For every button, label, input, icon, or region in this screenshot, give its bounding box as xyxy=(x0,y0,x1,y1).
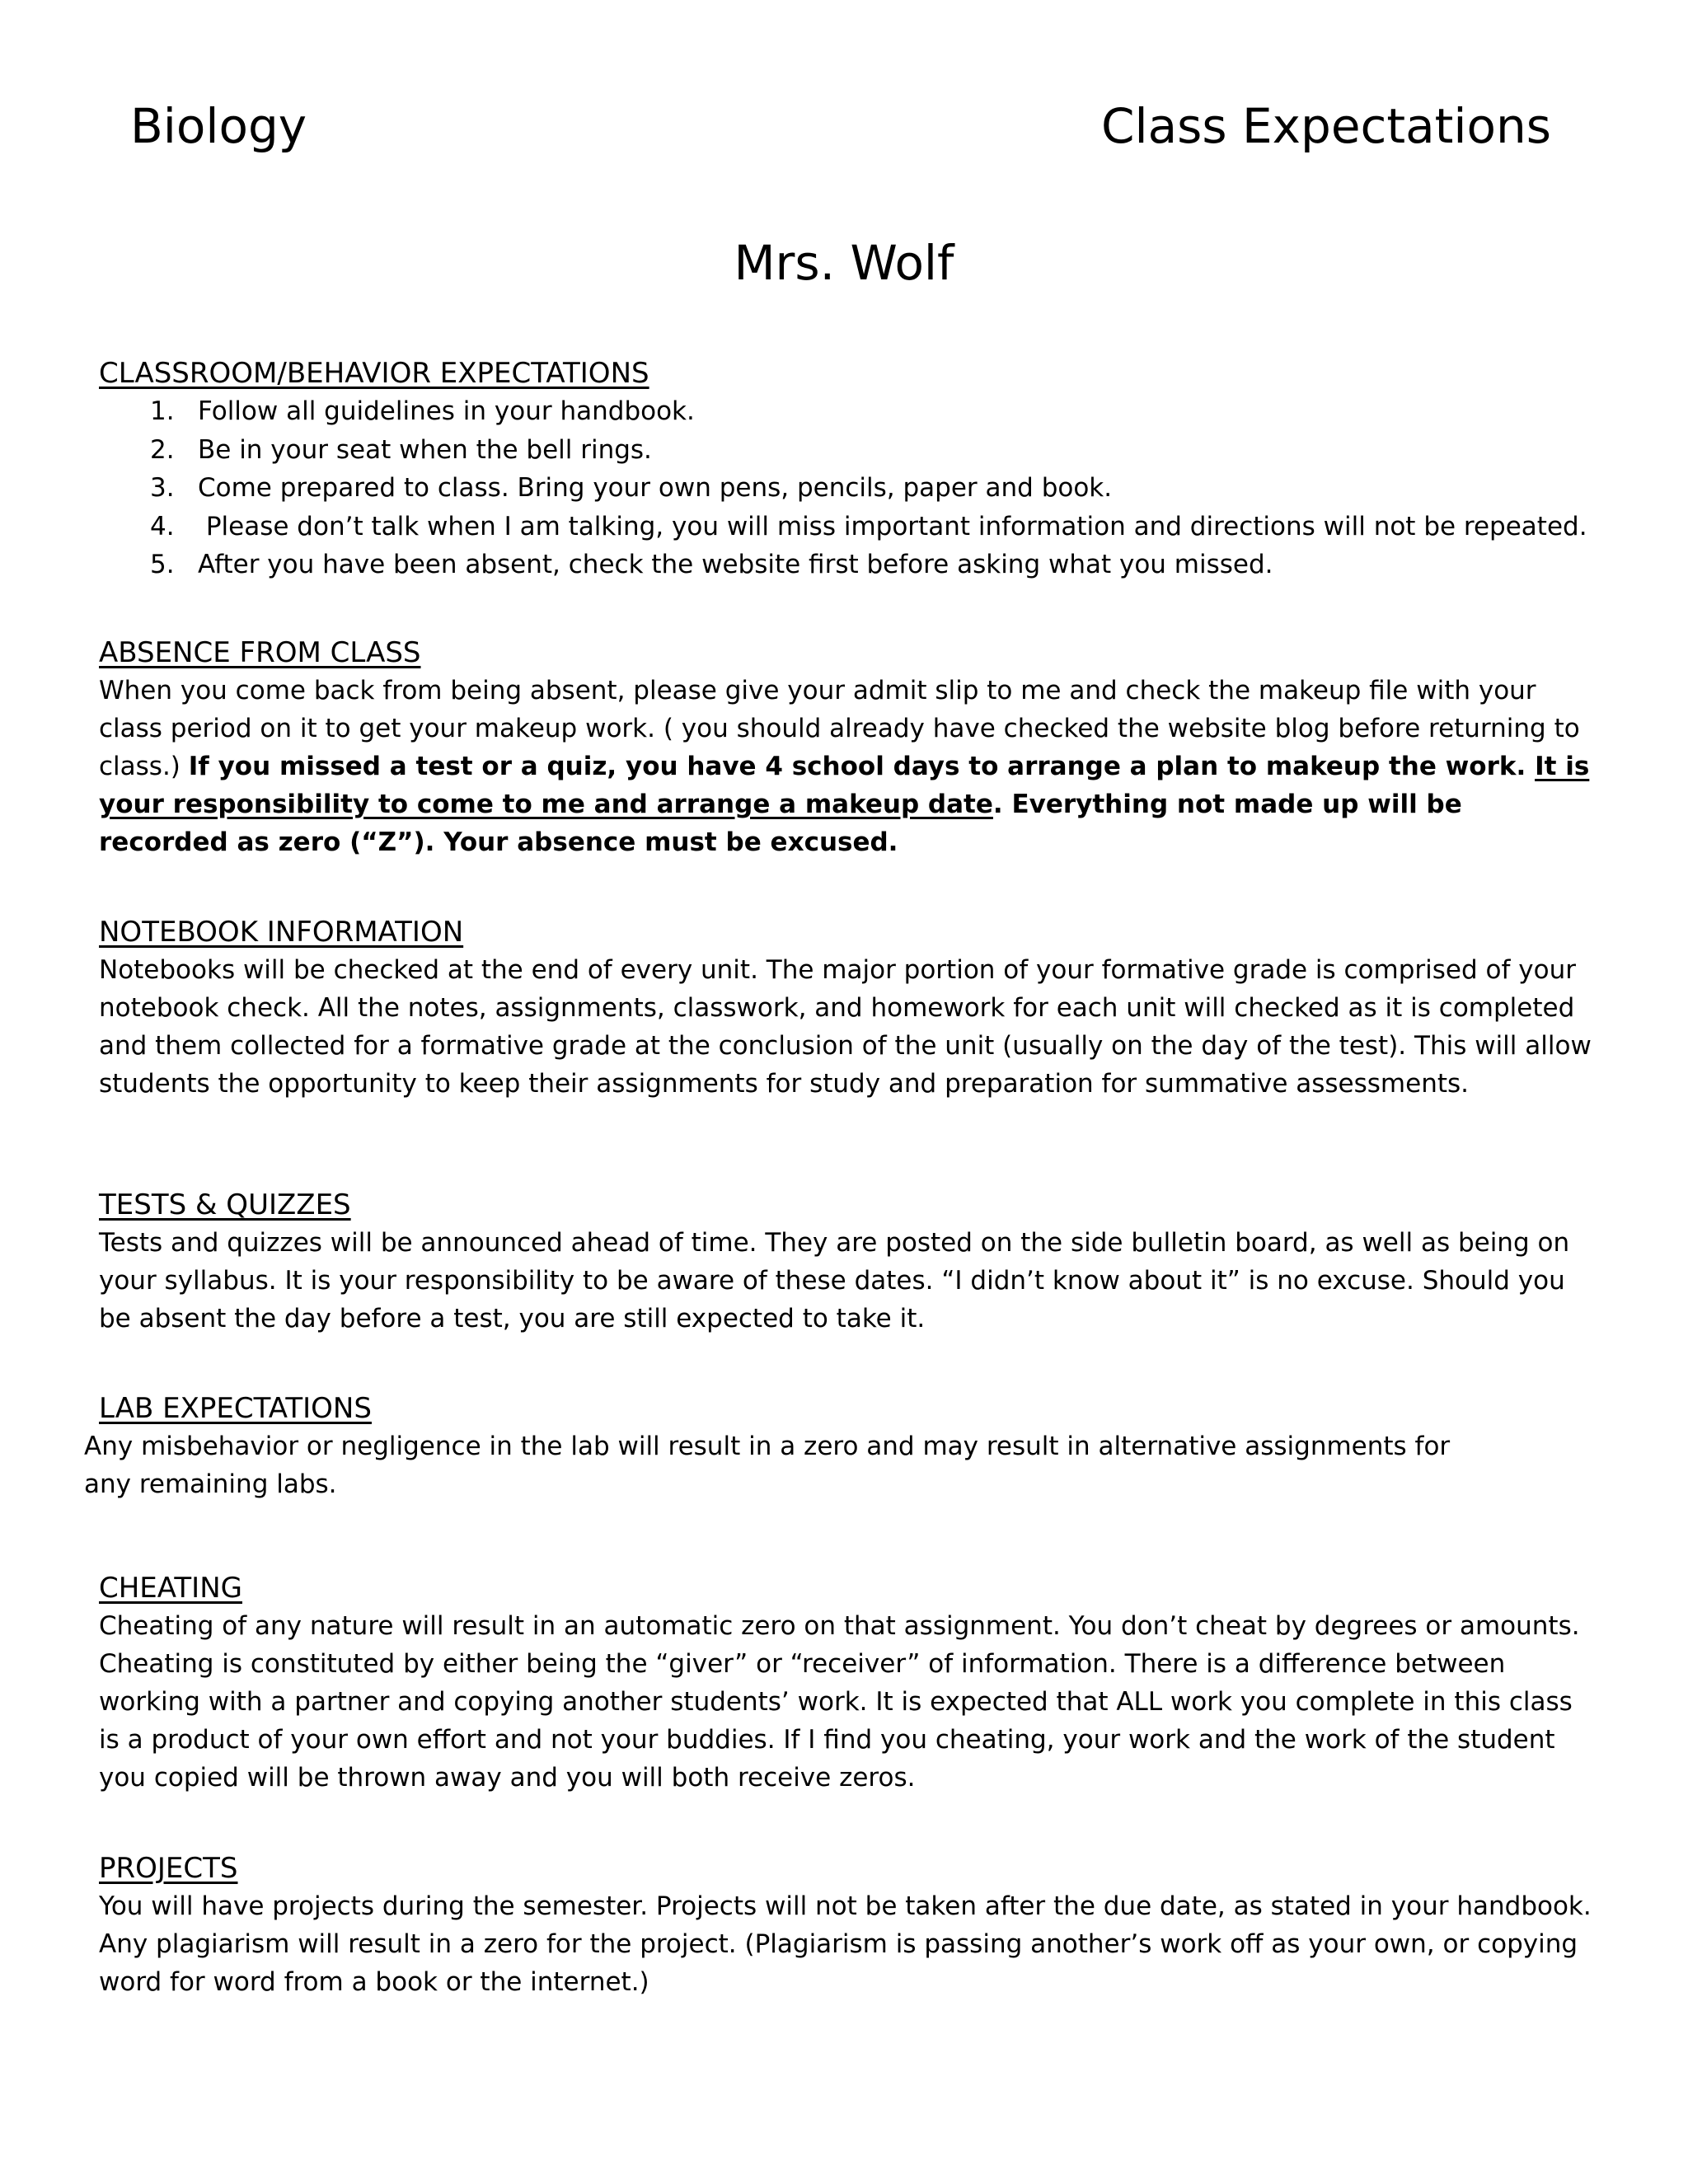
tests-paragraph: Tests and quizzes will be announced ahead of time. They are posted on the side bulletin board, as well as being on your syllabus. It is your responsibility to be aware of these dates. “I didn’t know about it” is no excuse. Should you be absent the day before a test, you are still expected to take it. xyxy=(99,1228,1570,1333)
absence-paragraph: When you come back from being absent, please give your admit slip to me and check the makeup file with your class period on it to get your makeup work. ( you should already have checked the website blog before returning to class.) If you missed a test or a quiz, you have 4 school days to arrange a plan to makeup the work. It is your responsibility to come to me and arrange a makeup date. Everything not made up will be recorded as zero (“Z”). Your absence must be excused. xyxy=(99,676,1590,857)
behavior-section xyxy=(99,354,1599,584)
cheating-paragraph: Cheating of any nature will result in an automatic zero on that assignment. You don’t cheat by degrees or amounts. Cheating is constituted by either being the “giver” or “receiver” of information. There is a difference between working with a partner and copying another students’ work. It is expected that ALL work you complete in this class is a product of your own effort and not your buddies. If I find you cheating, your work and the work of the student you copied will be thrown away and you will both receive zeros. xyxy=(99,1611,1580,1793)
document-title: Class Expectations xyxy=(1101,98,1551,154)
cheating-section xyxy=(99,1569,1599,1797)
absence-section xyxy=(99,634,1599,861)
list-item: 4. Please don’t talk when I am talking, you will miss important information and directions will not be repeated. xyxy=(150,511,1587,541)
lab-section xyxy=(84,1390,1584,1503)
teacher-name: Mrs. Wolf xyxy=(734,235,954,291)
absence-heading: ABSENCE FROM CLASS xyxy=(99,636,421,669)
notebook-heading: NOTEBOOK INFORMATION xyxy=(99,916,464,949)
list-item: 1. Follow all guidelines in your handbook. xyxy=(150,396,695,426)
subject-title: Biology xyxy=(130,98,307,154)
behavior-rules-list xyxy=(99,392,1599,584)
notebook-paragraph: Notebooks will be checked at the end of every unit. The major portion of your formative grade is comprised of your notebook check. All the notes, assignments, classwork, and homework for each unit will checked as it is completed and them collected for a formative grade at the conclusion of the unit (usually on the day of the test). This will allow students the opportunity to keep their assignments for study and preparation for summative assessments. xyxy=(99,955,1592,1099)
list-item: 5. After you have been absent, check the website first before asking what you missed. xyxy=(150,550,1273,579)
tests-section xyxy=(99,1186,1599,1338)
lab-heading: LAB EXPECTATIONS xyxy=(99,1392,372,1425)
projects-heading: PROJECTS xyxy=(99,1852,238,1885)
projects-paragraph: You will have projects during the semester. Projects will not be taken after the due date, as stated in your handbook. Any plagiarism will result in a zero for the project. (Plagiarism is passing another’s work off as your own, or copying word for word from a book or the internet.) xyxy=(99,1891,1592,1997)
cheating-heading: CHEATING xyxy=(99,1572,242,1605)
behavior-heading: CLASSROOM/BEHAVIOR EXPECTATIONS xyxy=(99,357,649,390)
tests-heading: TESTS & QUIZZES xyxy=(99,1188,351,1221)
list-item: 3. Come prepared to class. Bring your own pens, pencils, paper and book. xyxy=(150,473,1113,503)
lab-paragraph: Any misbehavior or negligence in the lab will result in a zero and may result in alternative assignments for any remaining labs. xyxy=(84,1432,1451,1499)
notebook-section xyxy=(99,913,1599,1103)
list-item: 2. Be in your seat when the bell rings. xyxy=(150,434,652,465)
projects-section xyxy=(99,1849,1599,2001)
